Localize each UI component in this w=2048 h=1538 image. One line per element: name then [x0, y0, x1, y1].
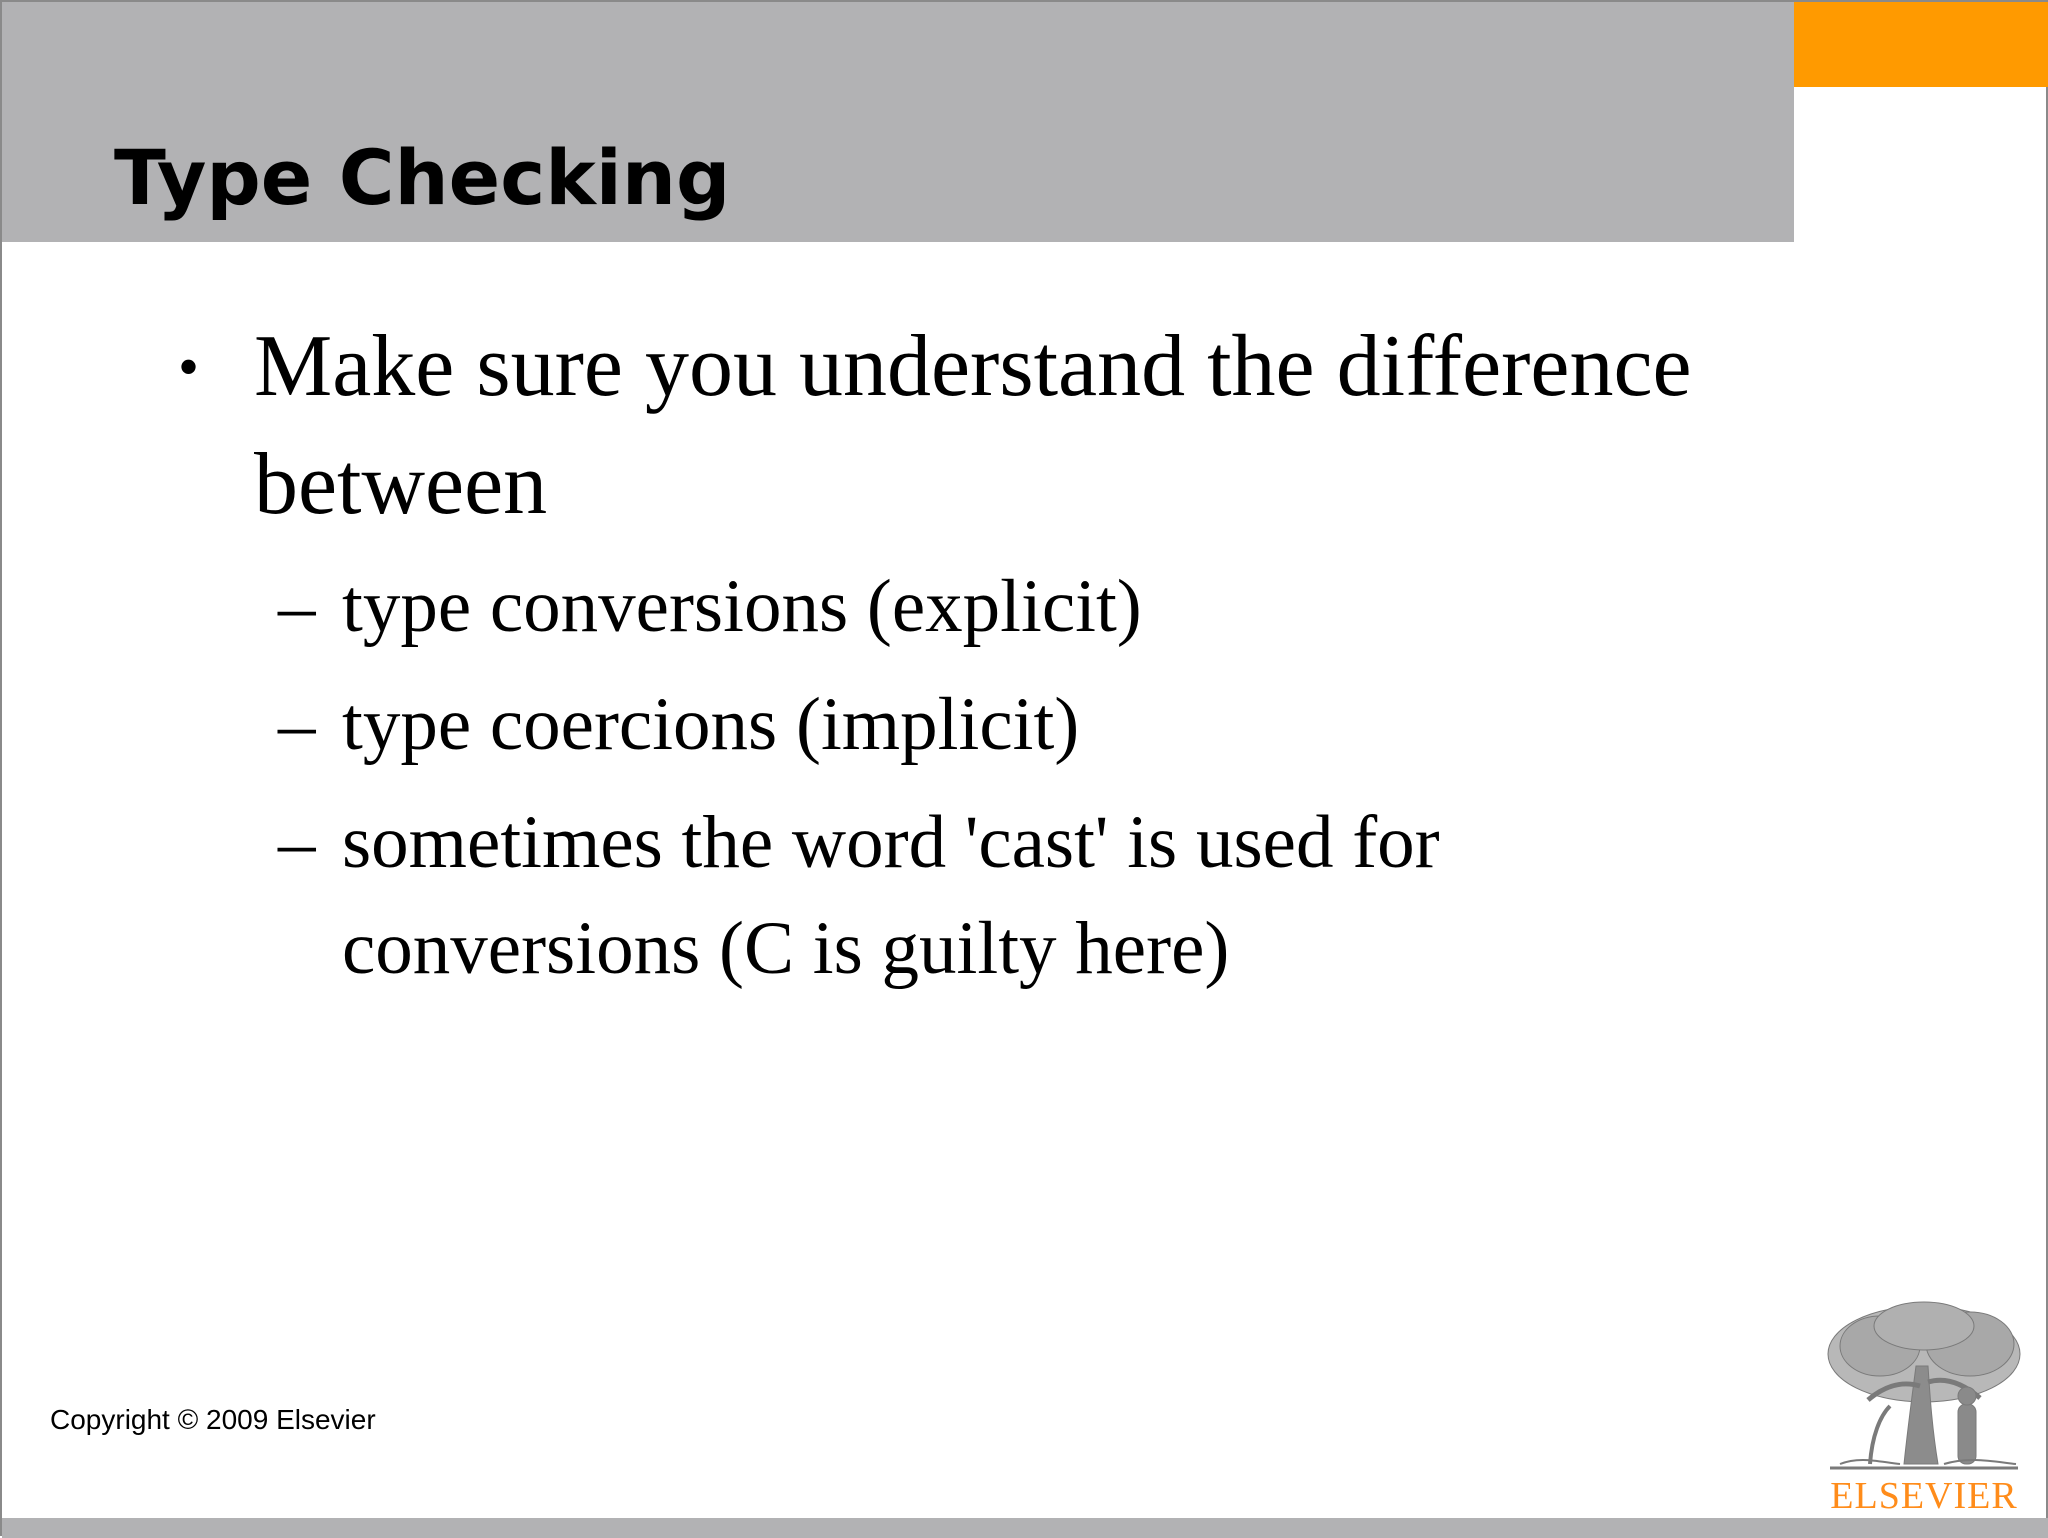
- copyright-notice: Copyright © 2009 Elsevier: [50, 1404, 376, 1435]
- sub-item-text: [342, 672, 1079, 778]
- accent-bar: [1794, 2, 2048, 87]
- sub-item-line: type conversions (explicit): [342, 565, 1142, 648]
- sub-item-text: [342, 554, 1142, 660]
- bullet-dot-icon: •: [178, 334, 200, 400]
- sub-item-line: sometimes the word 'cast' is used for: [342, 801, 1440, 884]
- sub-item-text: [342, 790, 1440, 1002]
- elsevier-logo: [1820, 1296, 2028, 1518]
- slide-title: Type Checking: [114, 133, 731, 222]
- bullet-line-1: Make sure you understand the difference: [254, 318, 1692, 415]
- dash-icon: –: [278, 565, 316, 648]
- bullet-text: [254, 308, 1814, 544]
- bullet-line-2: between: [254, 436, 548, 533]
- bottom-bar: [2, 1518, 2048, 1538]
- elsevier-tree-icon: [1820, 1296, 2028, 1476]
- dash-icon: –: [278, 683, 316, 766]
- sub-item-line: type coercions (implicit): [342, 683, 1080, 766]
- elsevier-wordmark: ELSEVIER: [1830, 1475, 2018, 1517]
- sub-item-line: conversions (C is guilty here): [342, 907, 1230, 990]
- dash-icon: –: [278, 801, 316, 884]
